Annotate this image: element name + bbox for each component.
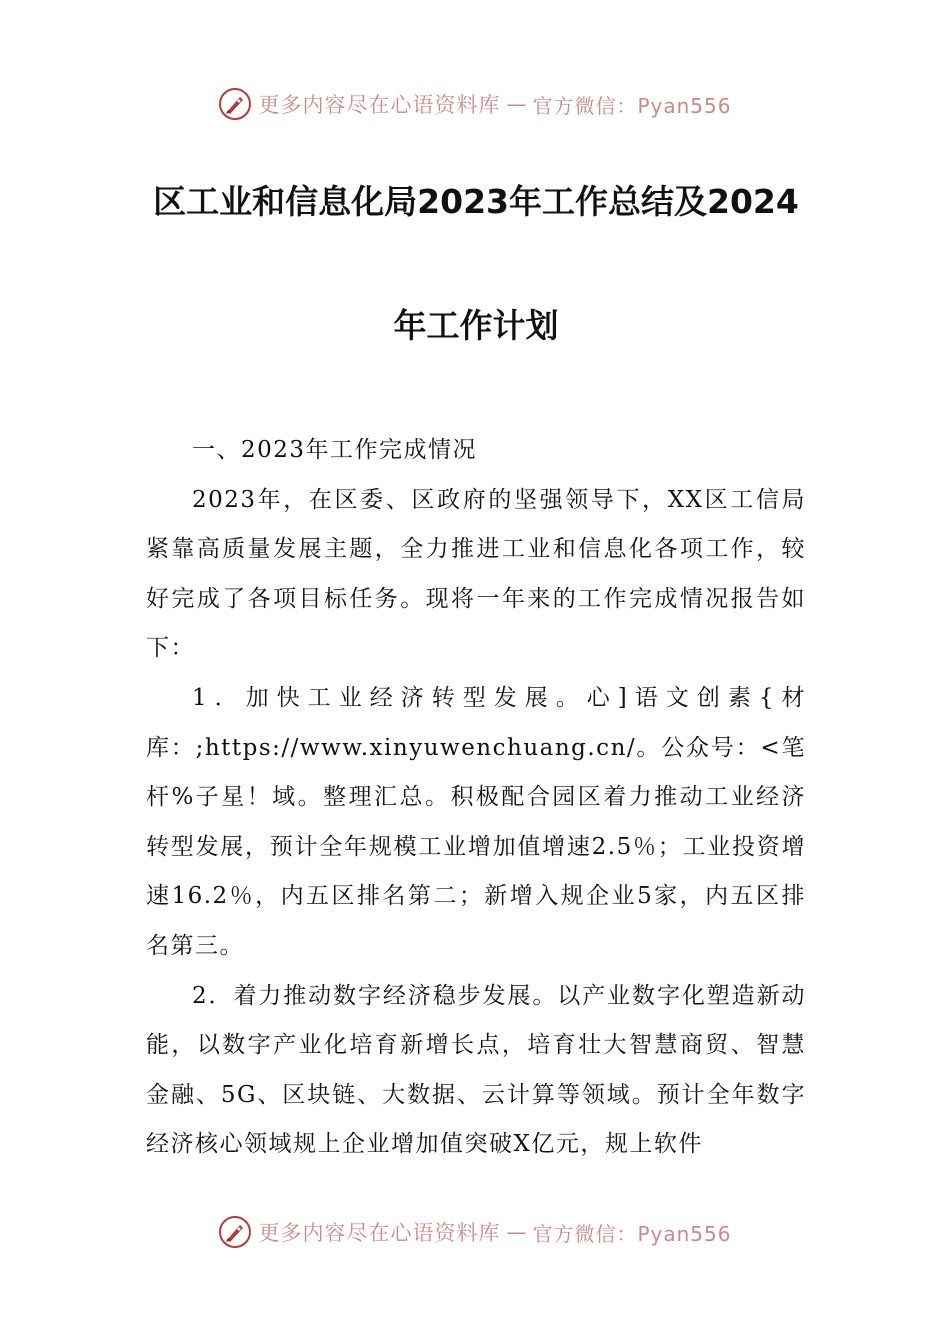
watermark-separator: — bbox=[506, 92, 527, 116]
watermark-text: 更多内容尽在心语资料库 bbox=[258, 93, 501, 117]
pen-nib-logo-icon bbox=[218, 87, 252, 121]
paragraph-intro: 2023年，在区委、区政府的坚强领导下，XX区工信局紧靠高质量发展主题，全力推进工业和信息化各项工作，较好完成了各项目标任务。现将一年来的工作完成情况报告如下： bbox=[146, 486, 806, 662]
watermark-bottom bbox=[0, 1212, 950, 1252]
paragraph-item-1: 1．加快工业经济转型发展。心]语文创素{材库：;https://www.xinyuwenchuang.cn/。公众号：<笔杆%子星！域。整理汇总。积极配合园区着力推动工业经济转型发展，预计全年规模工业增加值增速2.5％；工业投资增速16.2％，内五区排名第二；新增入规企业5家，内五区排名第三。 bbox=[146, 684, 806, 959]
watermark-wechat: 官方微信：Pyan556 bbox=[532, 1221, 732, 1246]
document-title-line-2: 年工作计划 bbox=[393, 306, 559, 345]
watermark-wechat: 官方微信：Pyan556 bbox=[532, 93, 732, 118]
watermark-top bbox=[0, 84, 950, 124]
paragraph-item-2: 2．着力推动数字经济稳步发展。以产业数字化塑造新动能，以数字产业化培育新增长点，培育壮大智慧商贸、智慧金融、5G、区块链、大数据、云计算等领域。预计全年数字经济核心领域规上企业增加值突破X亿元，规上软件 bbox=[146, 982, 806, 1158]
watermark-text: 更多内容尽在心语资料库 bbox=[258, 1221, 501, 1245]
pen-nib-logo-icon bbox=[218, 1215, 252, 1249]
document-body bbox=[146, 426, 806, 1170]
document-title-line-1: 区工业和信息化局2023年工作总结及2024 bbox=[153, 182, 799, 221]
watermark-separator: — bbox=[506, 1220, 527, 1244]
section-heading: 一、2023年工作完成情况 bbox=[192, 437, 478, 463]
